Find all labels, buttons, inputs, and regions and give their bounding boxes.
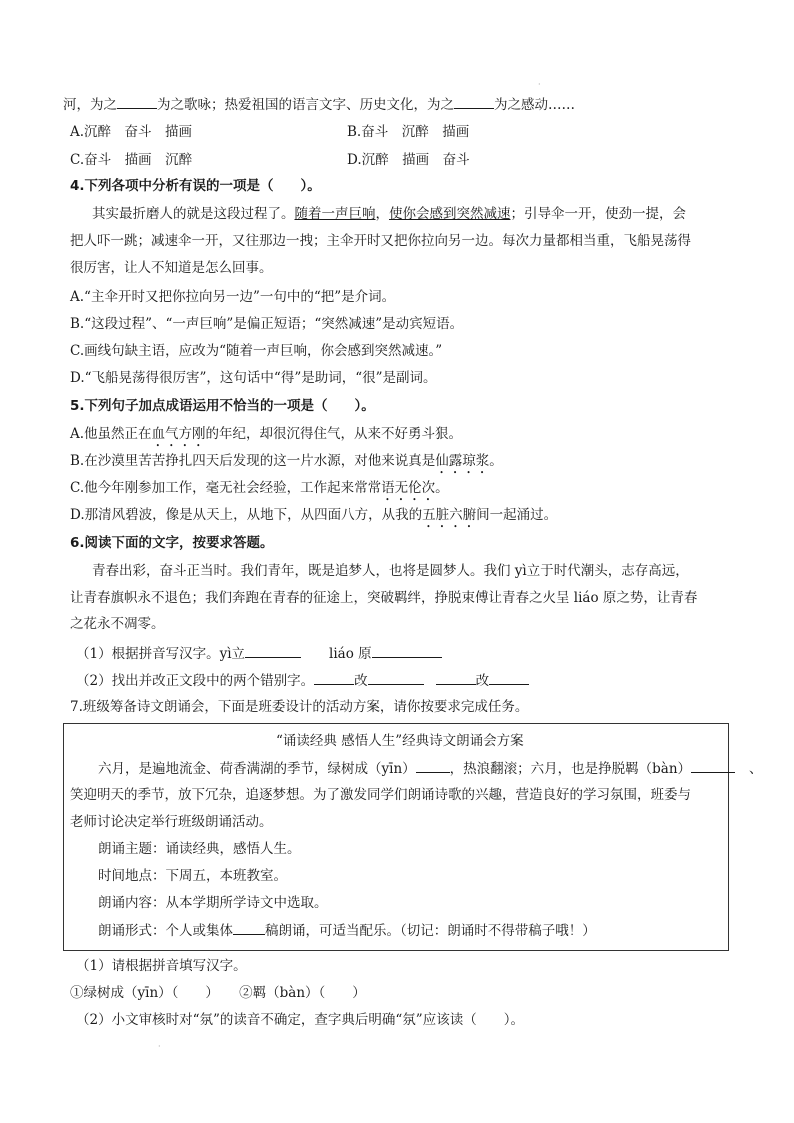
q3-line: 河，为之 为之歌咏；热爱祖国的语言文字、历史文化，为之 为之感动…… [63, 94, 575, 115]
q4-title: 4.下列各项中分析有误的一项是（ ）。 [70, 178, 321, 194]
q4-option-c[interactable]: C.画线句缺主语，应改为“随着一声巨响，你会感到突然减速。” [70, 343, 443, 359]
q4-passage-line2: 把人吓一跳；减速伞一开，又往那边一拽；主伞开时又把你拉向另一边。每次力量都相当重，飞船晃荡得 [70, 233, 691, 249]
q3-option-c[interactable]: C.奋斗 描画 沉醉 [70, 152, 193, 168]
q6-sub2: （2）找出并改正文段中的两个错别字。 改 改 [76, 670, 529, 691]
blank[interactable] [454, 94, 494, 109]
q4-option-d[interactable]: D.“飞船晃荡得很厉害”，这句话中“得”是助词，“很”是副词。 [70, 370, 437, 386]
q5-option-a[interactable]: A.他虽然正在血气方刚的年纪，却很沉得住气，从来不好勇斗狠。 [70, 426, 463, 442]
q7-title: 7.班级筹备诗文朗诵会，下面是班委设计的活动方案，请你按要求完成任务。 [70, 699, 529, 715]
q3-option-d[interactable]: D.沉醉 描画 奋斗 [347, 152, 470, 168]
answer-blank[interactable] [416, 758, 450, 773]
scan-mark: · [538, 80, 541, 89]
answer-blank[interactable] [368, 670, 424, 685]
plan-form: 朗诵形式：个人或集体 稿朗诵，可适当配乐。（切记：朗诵时不得带稿子哦！） [98, 920, 596, 941]
plan-heading: “诵读经典 感悟人生”经典诗文朗诵会方案 [276, 733, 524, 749]
q4-passage-line1: 其实最折磨人的就是这段过程了。随着一声巨响，使你会感到突然减速；引导伞一开，使劲一提，会 [92, 206, 686, 222]
q5-option-d[interactable]: D.那清风碧波，像是从天上，从地下，从四面八方，从我的五脏六腑间一起涌过。 [70, 507, 558, 523]
q7-sub2: （2）小文审核时对“氛”的读音不确定，查字典后明确“氛”应该读（ ）。 [76, 1012, 524, 1028]
plan-paragraph-line3: 老师讨论决定举行班级朗诵活动。 [70, 814, 273, 830]
scan-mark: · [158, 1042, 161, 1051]
q4-option-a[interactable]: A.“主伞开时又把你拉向另一边”一句中的“把”是介词。 [70, 289, 396, 305]
answer-blank[interactable] [372, 643, 442, 658]
q6-passage-line3: 之花永不凋零。 [70, 616, 165, 632]
q6-passage-line2: 让青春旗帜永不退色；我们奔跑在青春的征途上，突破羁绊，挣脱束傅让青春之火呈 liáo 原之势，让青春 [70, 590, 698, 606]
q3-option-b[interactable]: B.奋斗 沉醉 描画 [347, 124, 470, 140]
plan-paragraph-line1: 六月，是遍地流金、荷香满湖的季节，绿树成（yīn） ，热浪翻滚；六月，也是挣脱羁（bàn） 、 [98, 758, 763, 779]
q3-option-a[interactable]: A.沉醉 奋斗 描画 [70, 124, 193, 140]
q6-passage-line1: 青春出彩，奋斗正当时。我们青年，既是追梦人，也将是圆梦人。我们 yì立于时代潮头，志存高远， [92, 563, 689, 579]
answer-blank[interactable] [314, 670, 354, 685]
plan-paragraph-line2: 笑迎明天的季节，放下冗杂，追逐梦想。为了激发同学们朗诵诗歌的兴趣，营造良好的学习氛围，班委与 [70, 787, 691, 803]
q5-title: 5.下列句子加点成语运用不恰当的一项是（ ）。 [70, 398, 375, 414]
q7-sub1-items[interactable]: ①绿树成（yīn）（ ） ②羁（bàn）（ ） [70, 985, 366, 1001]
q4-option-b[interactable]: B.“这段过程”、“一声巨响”是偏正短语；“突然减速”是动宾短语。 [70, 316, 464, 332]
answer-blank[interactable] [245, 643, 301, 658]
plan-content: 朗诵内容：从本学期所学诗文中选取。 [98, 895, 328, 911]
q6-title: 6.阅读下面的文字，按要求答题。 [70, 535, 274, 551]
answer-blank[interactable] [691, 758, 735, 773]
answer-blank[interactable] [233, 920, 265, 935]
plan-time-place: 时间地点：下周五，本班教室。 [98, 868, 287, 884]
answer-blank[interactable] [489, 670, 529, 685]
q6-sub1: （1）根据拼音写汉字。yì立 liáo 原 [76, 643, 442, 664]
q4-passage-line3: 很厉害，让人不知道是怎么回事。 [70, 260, 273, 276]
q5-option-b[interactable]: B.在沙漠里苦苦挣扎四天后发现的这一片水源，对他来说真是仙露琼浆。 [70, 453, 503, 469]
blank[interactable] [117, 94, 157, 109]
plan-theme: 朗诵主题：诵读经典，感悟人生。 [98, 841, 301, 857]
answer-blank[interactable] [436, 670, 476, 685]
q5-option-c[interactable]: C.他今年刚参加工作，毫无社会经验，工作起来常常语无伦次。 [70, 480, 449, 496]
q7-sub1: （1）请根据拼音填写汉字。 [76, 958, 247, 974]
